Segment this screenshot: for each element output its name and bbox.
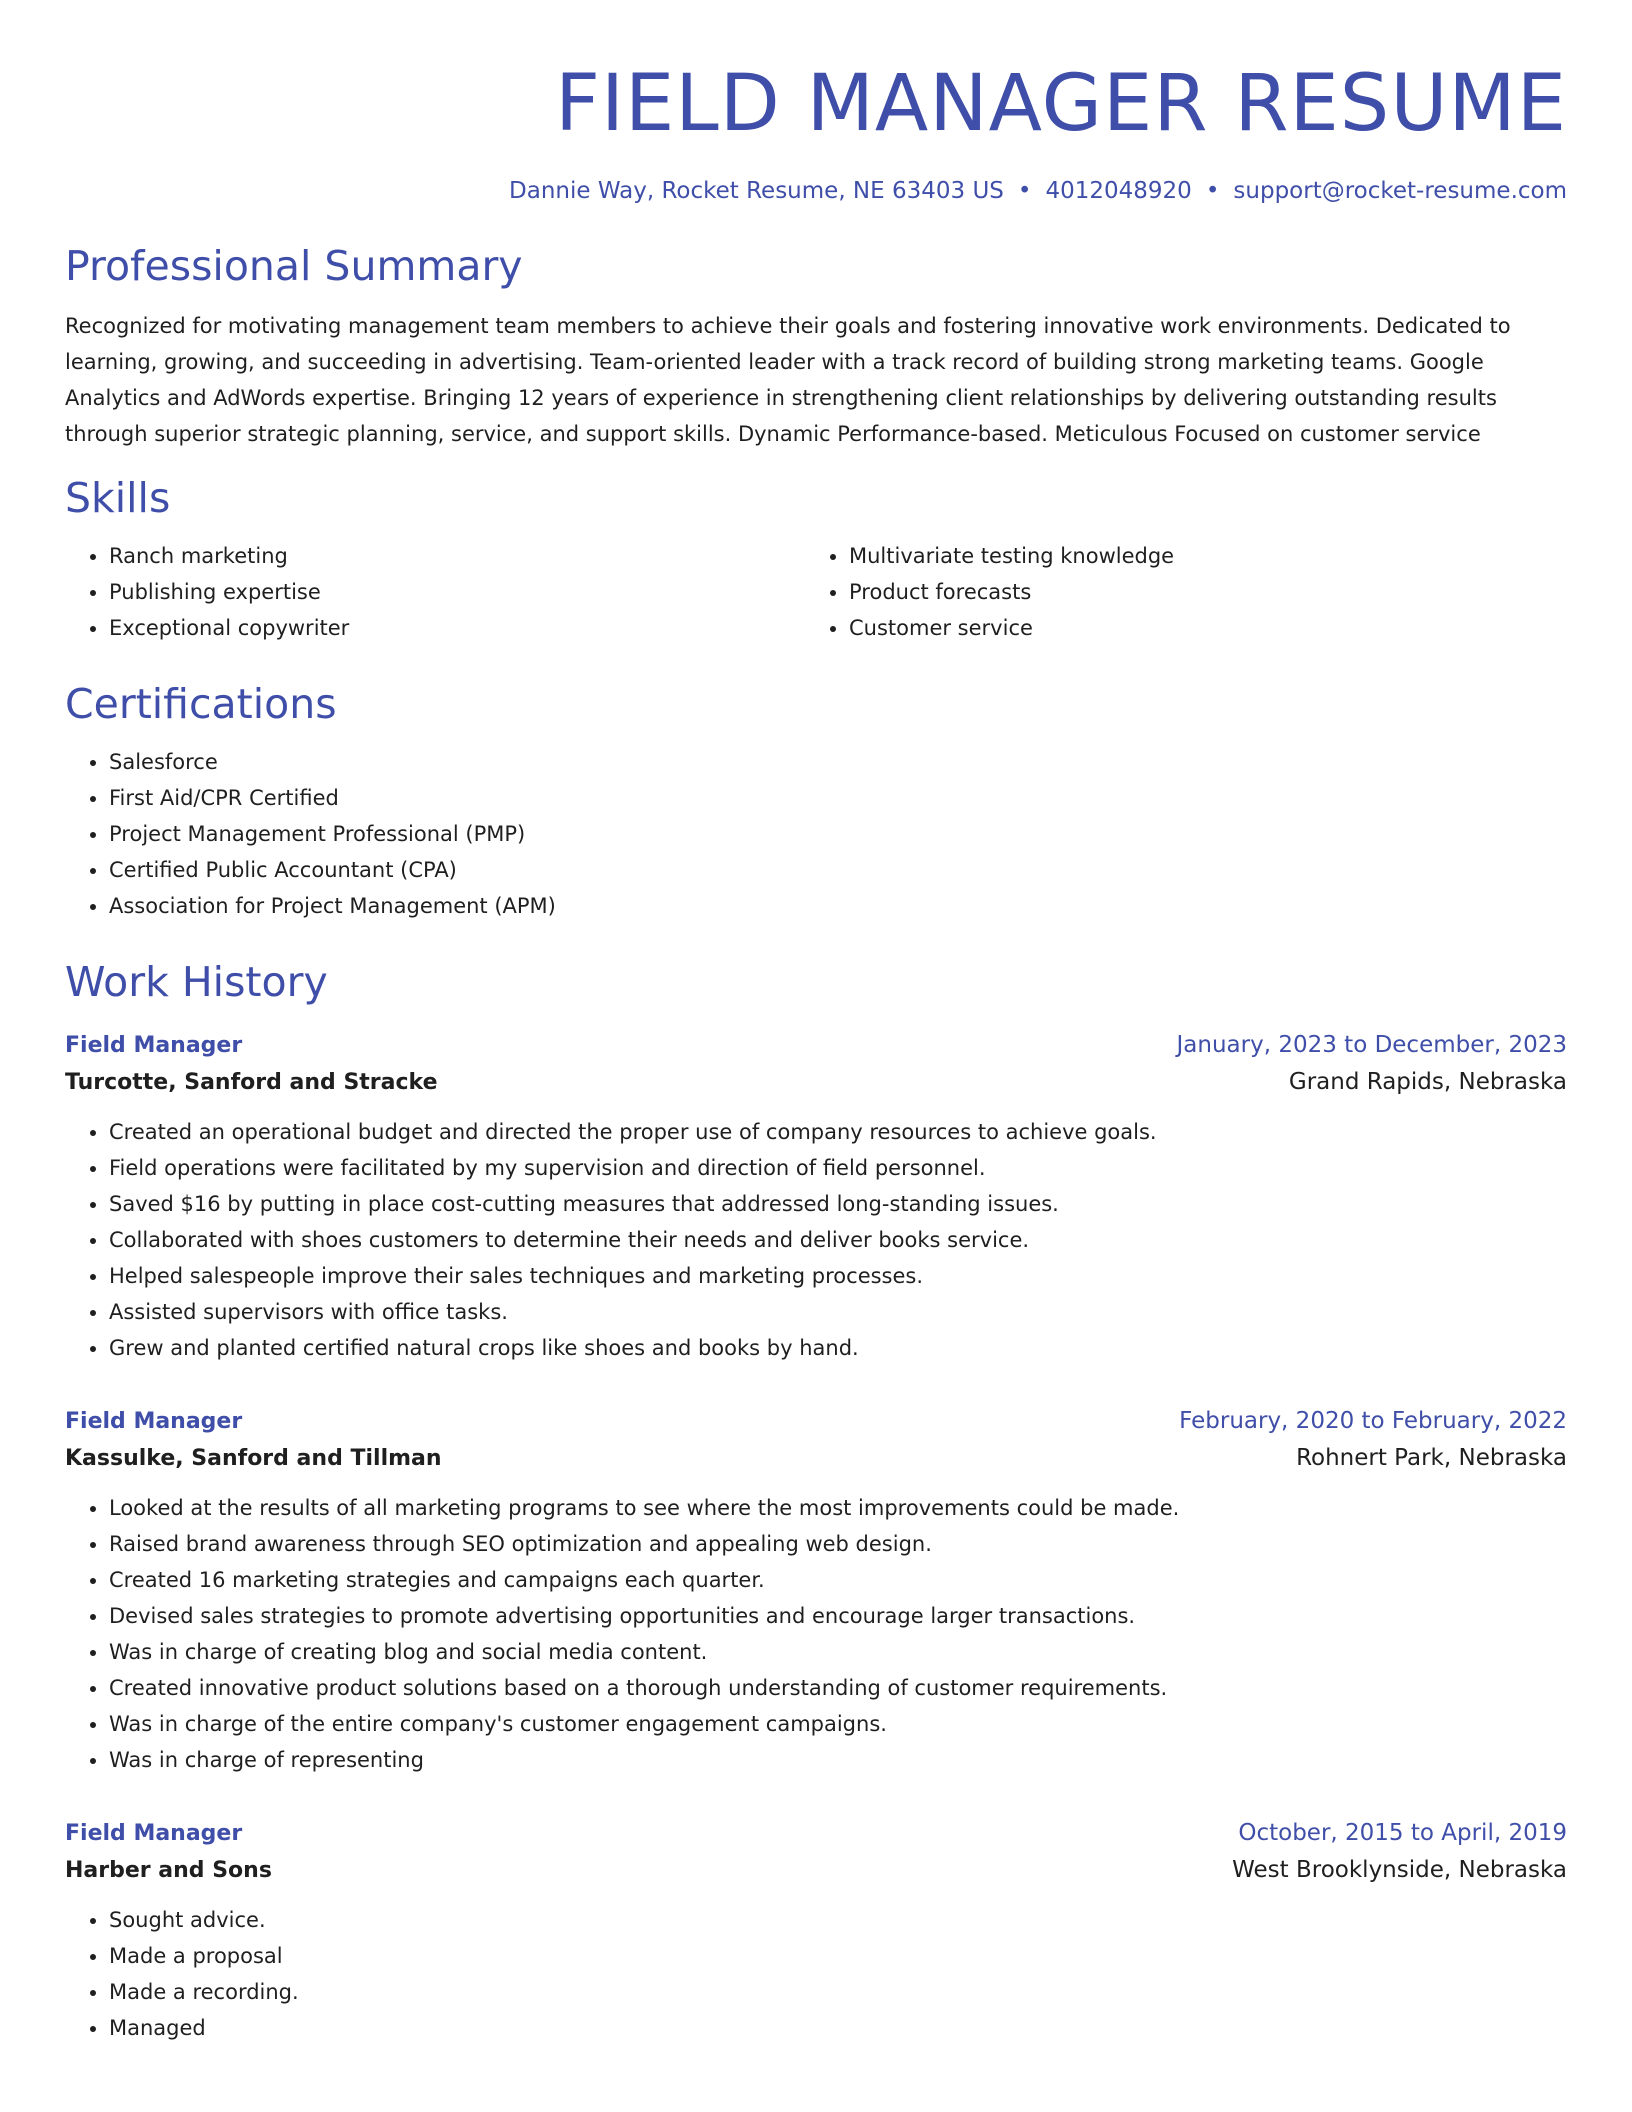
job-bullet: • Created an operational budget and directed the proper use of company resources to achieve goals.: [109, 1114, 1567, 1150]
job-location: Rohnert Park, Nebraska: [1296, 1445, 1567, 1471]
job-bullet: • Helped salespeople improve their sales techniques and marketing processes.: [109, 1258, 1567, 1294]
job-title-row: [65, 1816, 1567, 1851]
job-bullets: [65, 1490, 1567, 1778]
job-title-row: [65, 1028, 1567, 1063]
skills-section: [65, 472, 1567, 646]
skill-item: • Product forecasts: [849, 574, 1505, 610]
job-title: Field Manager: [65, 1033, 243, 1058]
job-company-row: [65, 1439, 1567, 1478]
job-bullet: • Grew and planted certified natural crops like shoes and books by hand.: [109, 1330, 1567, 1366]
contact-line: [65, 176, 1567, 206]
skill-item: • Ranch marketing: [109, 538, 805, 574]
job-bullet: • Sought advice.: [109, 1902, 1567, 1938]
job-company: Turcotte, Sanford and Stracke: [65, 1070, 438, 1095]
job-title-row: [65, 1404, 1567, 1439]
skill-item: • Exceptional copywriter: [109, 610, 805, 646]
job-bullet: • Looked at the results of all marketing programs to see where the most improvements could be made.: [109, 1490, 1567, 1526]
skills-list-left: [65, 538, 805, 646]
summary-heading: Professional Summary: [65, 242, 523, 290]
job-bullet: • Devised sales strategies to promote advertising opportunities and encourage larger transactions.: [109, 1598, 1567, 1634]
contact-separator: •: [1017, 178, 1032, 204]
job-company: Kassulke, Sanford and Tillman: [65, 1446, 442, 1471]
job-bullet: • Was in charge of creating blog and social media content.: [109, 1634, 1567, 1670]
contact-separator: •: [1205, 178, 1220, 204]
job-bullet: • Was in charge of the entire company's customer engagement campaigns.: [109, 1706, 1567, 1742]
contact-address: Dannie Way, Rocket Resume, NE 63403 US: [509, 178, 1004, 204]
job-title: Field Manager: [65, 1821, 243, 1846]
certification-item: • Salesforce: [109, 744, 1567, 780]
job-company: Harber and Sons: [65, 1858, 272, 1883]
work-history-section: [65, 956, 1567, 2046]
job-location: Grand Rapids, Nebraska: [1288, 1069, 1567, 1095]
job-bullet: • Collaborated with shoes customers to determine their needs and deliver books service.: [109, 1222, 1567, 1258]
contact-email[interactable]: support@rocket-resume.com: [1233, 178, 1567, 204]
skill-item: • Publishing expertise: [109, 574, 805, 610]
job-bullet: • Assisted supervisors with office tasks.: [109, 1294, 1567, 1330]
job-dates: January, 2023 to December, 2023: [1176, 1032, 1567, 1058]
resume-title: FIELD MANAGER RESUME: [555, 59, 1567, 149]
job-bullet: • Created innovative product solutions based on a thorough understanding of customer requirements.: [109, 1670, 1567, 1706]
job-entry: [65, 1816, 1567, 2046]
skills-grid: [65, 538, 1567, 646]
job-dates: February, 2020 to February, 2022: [1179, 1408, 1567, 1434]
job-bullet: • Field operations were facilitated by my supervision and direction of field personnel.: [109, 1150, 1567, 1186]
certification-item: • Association for Project Management (APM): [109, 888, 1567, 924]
job-location: West Brooklynside, Nebraska: [1232, 1857, 1567, 1883]
certifications-section: [65, 678, 1567, 924]
skills-column-right: [805, 538, 1505, 646]
job-bullet: • Saved $16 by putting in place cost-cutting measures that addressed long-standing issues.: [109, 1186, 1567, 1222]
skill-item: • Multivariate testing knowledge: [849, 538, 1505, 574]
summary-text: Recognized for motivating management team members to achieve their goals and fostering innovative work environments. Dedicated to learning, growing, and succeeding in advertising. Team-oriented leader with a track record of building strong marketing teams. Google Analytics and AdWords expertise. Bringing 12 years of experience in strengthening client relationships by delivering outstanding results through superior strategic planning, service, and support skills. Dynamic Performance-based. Meticulous Focused on customer service: [65, 314, 1511, 446]
certifications-heading: Certifications: [65, 680, 337, 728]
certification-item: • Certified Public Accountant (CPA): [109, 852, 1567, 888]
job-bullets: [65, 1114, 1567, 1366]
job-entry: [65, 1028, 1567, 1366]
job-bullet: • Made a proposal: [109, 1938, 1567, 1974]
job-dates: October, 2015 to April, 2019: [1238, 1820, 1567, 1846]
job-bullet: • Raised brand awareness through SEO optimization and appealing web design.: [109, 1526, 1567, 1562]
job-entry: [65, 1404, 1567, 1778]
skills-heading: Skills: [65, 474, 171, 522]
job-bullet: • Made a recording.: [109, 1974, 1567, 2010]
certifications-list: [65, 744, 1567, 924]
summary-section: [65, 240, 1567, 452]
certification-item: • Project Management Professional (PMP): [109, 816, 1567, 852]
skills-column-left: [65, 538, 805, 646]
job-bullets: [65, 1902, 1567, 2046]
skills-list-right: [805, 538, 1505, 646]
work-history-heading: Work History: [65, 958, 328, 1006]
job-company-row: [65, 1851, 1567, 1890]
contact-phone: 4012048920: [1045, 178, 1192, 204]
certification-item: • First Aid/CPR Certified: [109, 780, 1567, 816]
skill-item: • Customer service: [849, 610, 1505, 646]
job-bullet: • Was in charge of representing: [109, 1742, 1567, 1778]
job-bullet: • Managed: [109, 2010, 1567, 2046]
job-company-row: [65, 1063, 1567, 1102]
job-title: Field Manager: [65, 1409, 243, 1434]
job-bullet: • Created 16 marketing strategies and campaigns each quarter.: [109, 1562, 1567, 1598]
